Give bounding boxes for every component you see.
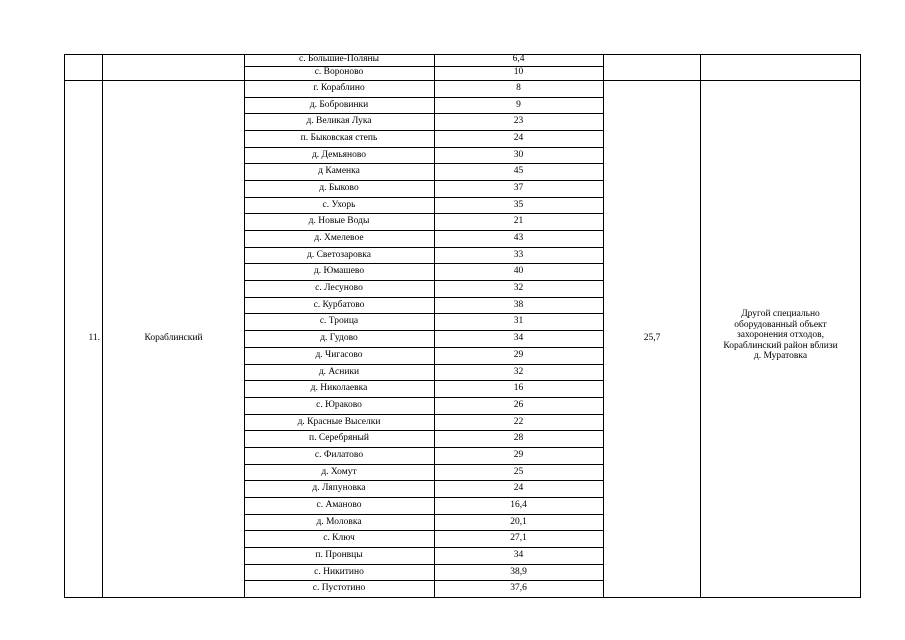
distance-value: 21 [513,215,524,226]
settlement-name: д. Николаевка [310,382,368,393]
settlement-name: с. Ухорь [322,199,356,210]
table-bottom-border [64,597,861,598]
distance-value: 23 [513,115,524,126]
column-rule-0 [64,54,65,598]
settlement-name: с. Вороново [314,67,364,78]
column-rule-4 [603,54,604,598]
settlement-name: д. Красные Выселки [297,416,381,427]
settlement-name: д. Чигасово [315,349,363,360]
settlement-name: с. Юраково [316,399,362,410]
settlement-name: с. Курбатово [313,299,365,310]
settlement-name: д. Хмелевое [314,232,364,243]
settlement-name: с. Пустотино [312,582,366,593]
distance-value: 35 [513,199,524,210]
distance-value: 31 [513,315,524,326]
distance-value: 8 [516,82,521,93]
settlement-name: с. Ключ [323,532,355,543]
distance-value: 24 [513,482,524,493]
settlement-name: д. Моловка [316,516,362,527]
settlement-name: с. Большие-Поляны [299,54,379,65]
distance-value: 32 [513,282,524,293]
settlement-name: д. Демьяново [311,149,367,160]
settlement-name: с. Лесуново [315,282,363,293]
settlement-name: д. Хомут [321,466,357,477]
column-rule-1 [102,54,103,598]
distance-value: 32 [513,366,524,377]
settlement-name: с. Троица [319,315,359,326]
distance-value: 20,1 [510,516,527,527]
distance-value: 10 [513,67,524,78]
settlement-name: п. Пронвцы [315,549,363,560]
settlement-name: д. Асники [318,366,360,377]
settlement-name: д. Великая Лука [306,115,372,126]
destination-note: Другой специально оборудованный объект захоронения отходов, Кораблинский район вблизи д. Муратовка [723,309,838,361]
distance-value: 29 [513,349,524,360]
settlement-name: д. Быково [319,182,359,193]
settlement-name: с. Аманово [316,499,362,510]
average-distance: 25,7 [643,332,661,343]
row-number: 11. [88,332,100,343]
distance-value: 24 [513,132,524,143]
settlement-name: с. Никитино [314,566,364,577]
settlement-name: д. Светозаровка [307,249,371,260]
settlement-name: д. Бобровинки [309,99,369,110]
distance-value: 28 [513,432,524,443]
distance-value: 27,1 [510,532,527,543]
settlement-name: д. Гудово [320,332,358,343]
distance-value: 29 [513,449,524,460]
column-rule-5 [700,54,701,598]
distance-value: 25 [513,466,524,477]
distance-value: 26 [513,399,524,410]
distance-value: 34 [513,332,524,343]
settlement-name: д. Новые Воды [308,215,370,226]
distance-value: 38,9 [510,566,527,577]
distance-value: 33 [513,249,524,260]
distance-value: 34 [513,549,524,560]
distance-value: 9 [516,99,521,110]
distance-value: 45 [513,165,524,176]
distance-value: 37,6 [510,582,527,593]
district-name: Кораблинский [144,332,203,343]
distance-value: 40 [513,265,524,276]
distance-value: 16 [513,382,524,393]
distance-value: 6,4 [512,54,525,65]
settlement-name: п. Серебряный [309,432,369,443]
settlement-name: д Каменка [318,165,360,176]
distance-value: 30 [513,149,524,160]
distance-value: 43 [513,232,524,243]
settlement-name: д. Юмашево [313,265,365,276]
settlement-name: д. Ляпуновка [312,482,366,493]
column-rule-6 [860,54,861,598]
distance-value: 37 [513,182,524,193]
distance-value: 38 [513,299,524,310]
distance-value: 16,4 [510,499,527,510]
settlement-name: с. Филатово [314,449,364,460]
settlement-name: п. Быковская степь [300,132,378,143]
distance-value: 22 [513,416,524,427]
settlement-name: г. Кораблино [313,82,365,93]
